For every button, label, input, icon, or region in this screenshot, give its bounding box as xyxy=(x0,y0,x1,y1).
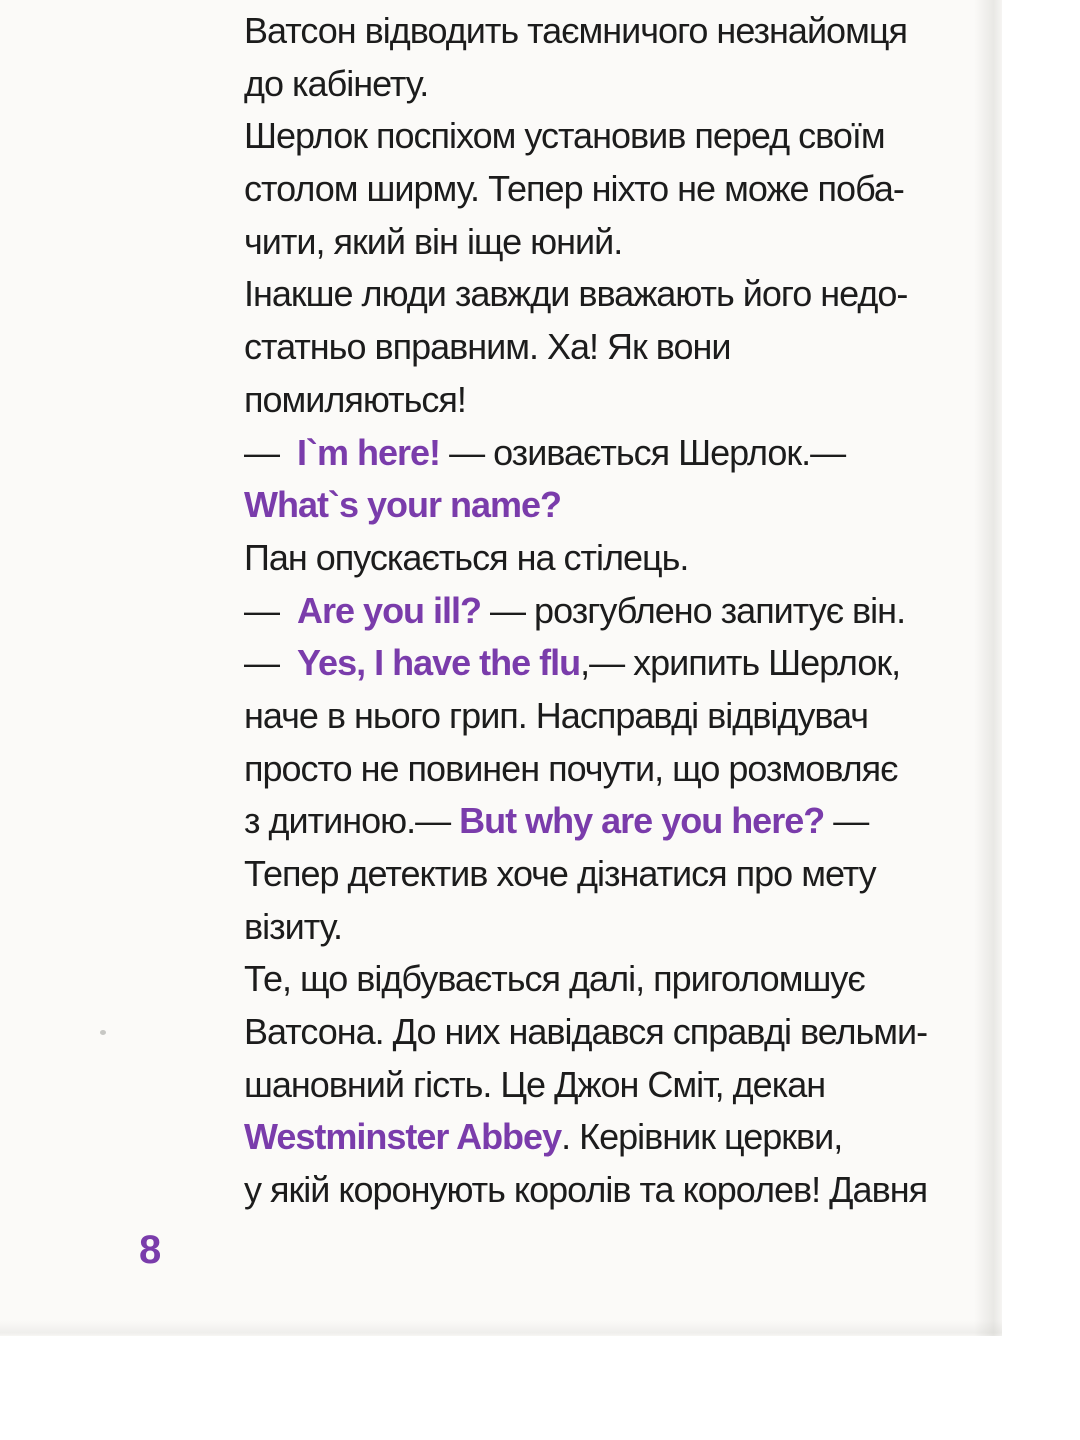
text-line xyxy=(244,321,964,374)
text-line xyxy=(244,5,964,58)
text-line xyxy=(244,743,964,796)
text-segment: у якій коронують королів та королев! Давня xyxy=(244,1169,928,1211)
scan-speck xyxy=(100,1030,106,1035)
page-number: 8 xyxy=(139,1228,162,1272)
text-segment: з дитиною.— xyxy=(244,800,460,842)
text-segment: до кабінету. xyxy=(244,62,429,104)
text-segment: Те, що відбувається далі, приголомшує xyxy=(244,958,865,1000)
text-line xyxy=(244,268,964,321)
text-segment: — озивається Шерлок.— xyxy=(440,431,846,473)
english-phrase: Westminster Abbey xyxy=(244,1116,562,1158)
text-line xyxy=(244,690,964,743)
text-line xyxy=(244,479,964,532)
text-line xyxy=(244,901,964,954)
text-segment: наче в нього грип. Насправді відвідувач xyxy=(244,694,869,736)
text-line xyxy=(244,374,964,427)
text-line xyxy=(244,110,964,163)
text-segment: Пан опускається на стілець. xyxy=(244,536,689,578)
text-line xyxy=(244,427,964,480)
text-line xyxy=(244,58,964,111)
page-edge-shadow-right xyxy=(974,0,1002,1336)
text-segment: шановний гість. Це Джон Сміт, декан xyxy=(244,1063,826,1105)
text-segment: просто не повинен почути, що розмовляє xyxy=(244,747,898,789)
text-segment: — xyxy=(244,431,298,473)
text-segment: — xyxy=(244,589,298,631)
text-line xyxy=(244,216,964,269)
text-line xyxy=(244,637,964,690)
text-segment: Шерлок поспіхом установив перед своїм xyxy=(244,115,885,157)
text-segment: чити, який він іще юний. xyxy=(244,220,623,262)
text-segment: Інакше люди завжди вважають його недо- xyxy=(244,273,908,315)
text-segment: столом ширму. Тепер ніхто не може поба- xyxy=(244,168,904,210)
text-segment: — xyxy=(824,800,869,842)
english-phrase: But why are you here? xyxy=(459,800,825,842)
english-phrase: What`s your name? xyxy=(244,484,562,526)
text-segment: візиту. xyxy=(244,905,343,947)
text-segment: . Керівник церкви, xyxy=(561,1116,843,1158)
english-phrase: Are you ill? xyxy=(297,589,482,631)
text-line xyxy=(244,585,964,638)
text-line xyxy=(244,1164,964,1217)
text-segment: помиляються! xyxy=(244,378,466,420)
page-text xyxy=(244,5,964,1217)
text-segment: Ватсона. До них навідався справді вельми- xyxy=(244,1011,928,1053)
text-segment: Тепер детектив хоче дізнатися про мету xyxy=(244,853,876,894)
text-segment: ,— хрипить Шерлок, xyxy=(580,642,901,684)
text-line xyxy=(244,532,964,585)
english-phrase: I`m here! xyxy=(297,431,441,473)
text-line xyxy=(244,1059,964,1112)
text-line xyxy=(244,1111,964,1164)
text-line xyxy=(244,1006,964,1059)
english-phrase: Yes, I have the flu xyxy=(297,642,581,684)
text-segment: — xyxy=(244,642,298,684)
text-line xyxy=(244,795,964,848)
page-edge-shadow-bottom xyxy=(0,1320,1002,1336)
text-line xyxy=(244,848,964,901)
text-line xyxy=(244,953,964,1006)
text-segment: Ватсон відводить таємничого незнайомця xyxy=(244,10,907,51)
text-line xyxy=(244,163,964,216)
text-segment: — розгублено запитує він. xyxy=(481,589,906,631)
text-segment: статньо вправним. Ха! Як вони xyxy=(244,326,731,368)
